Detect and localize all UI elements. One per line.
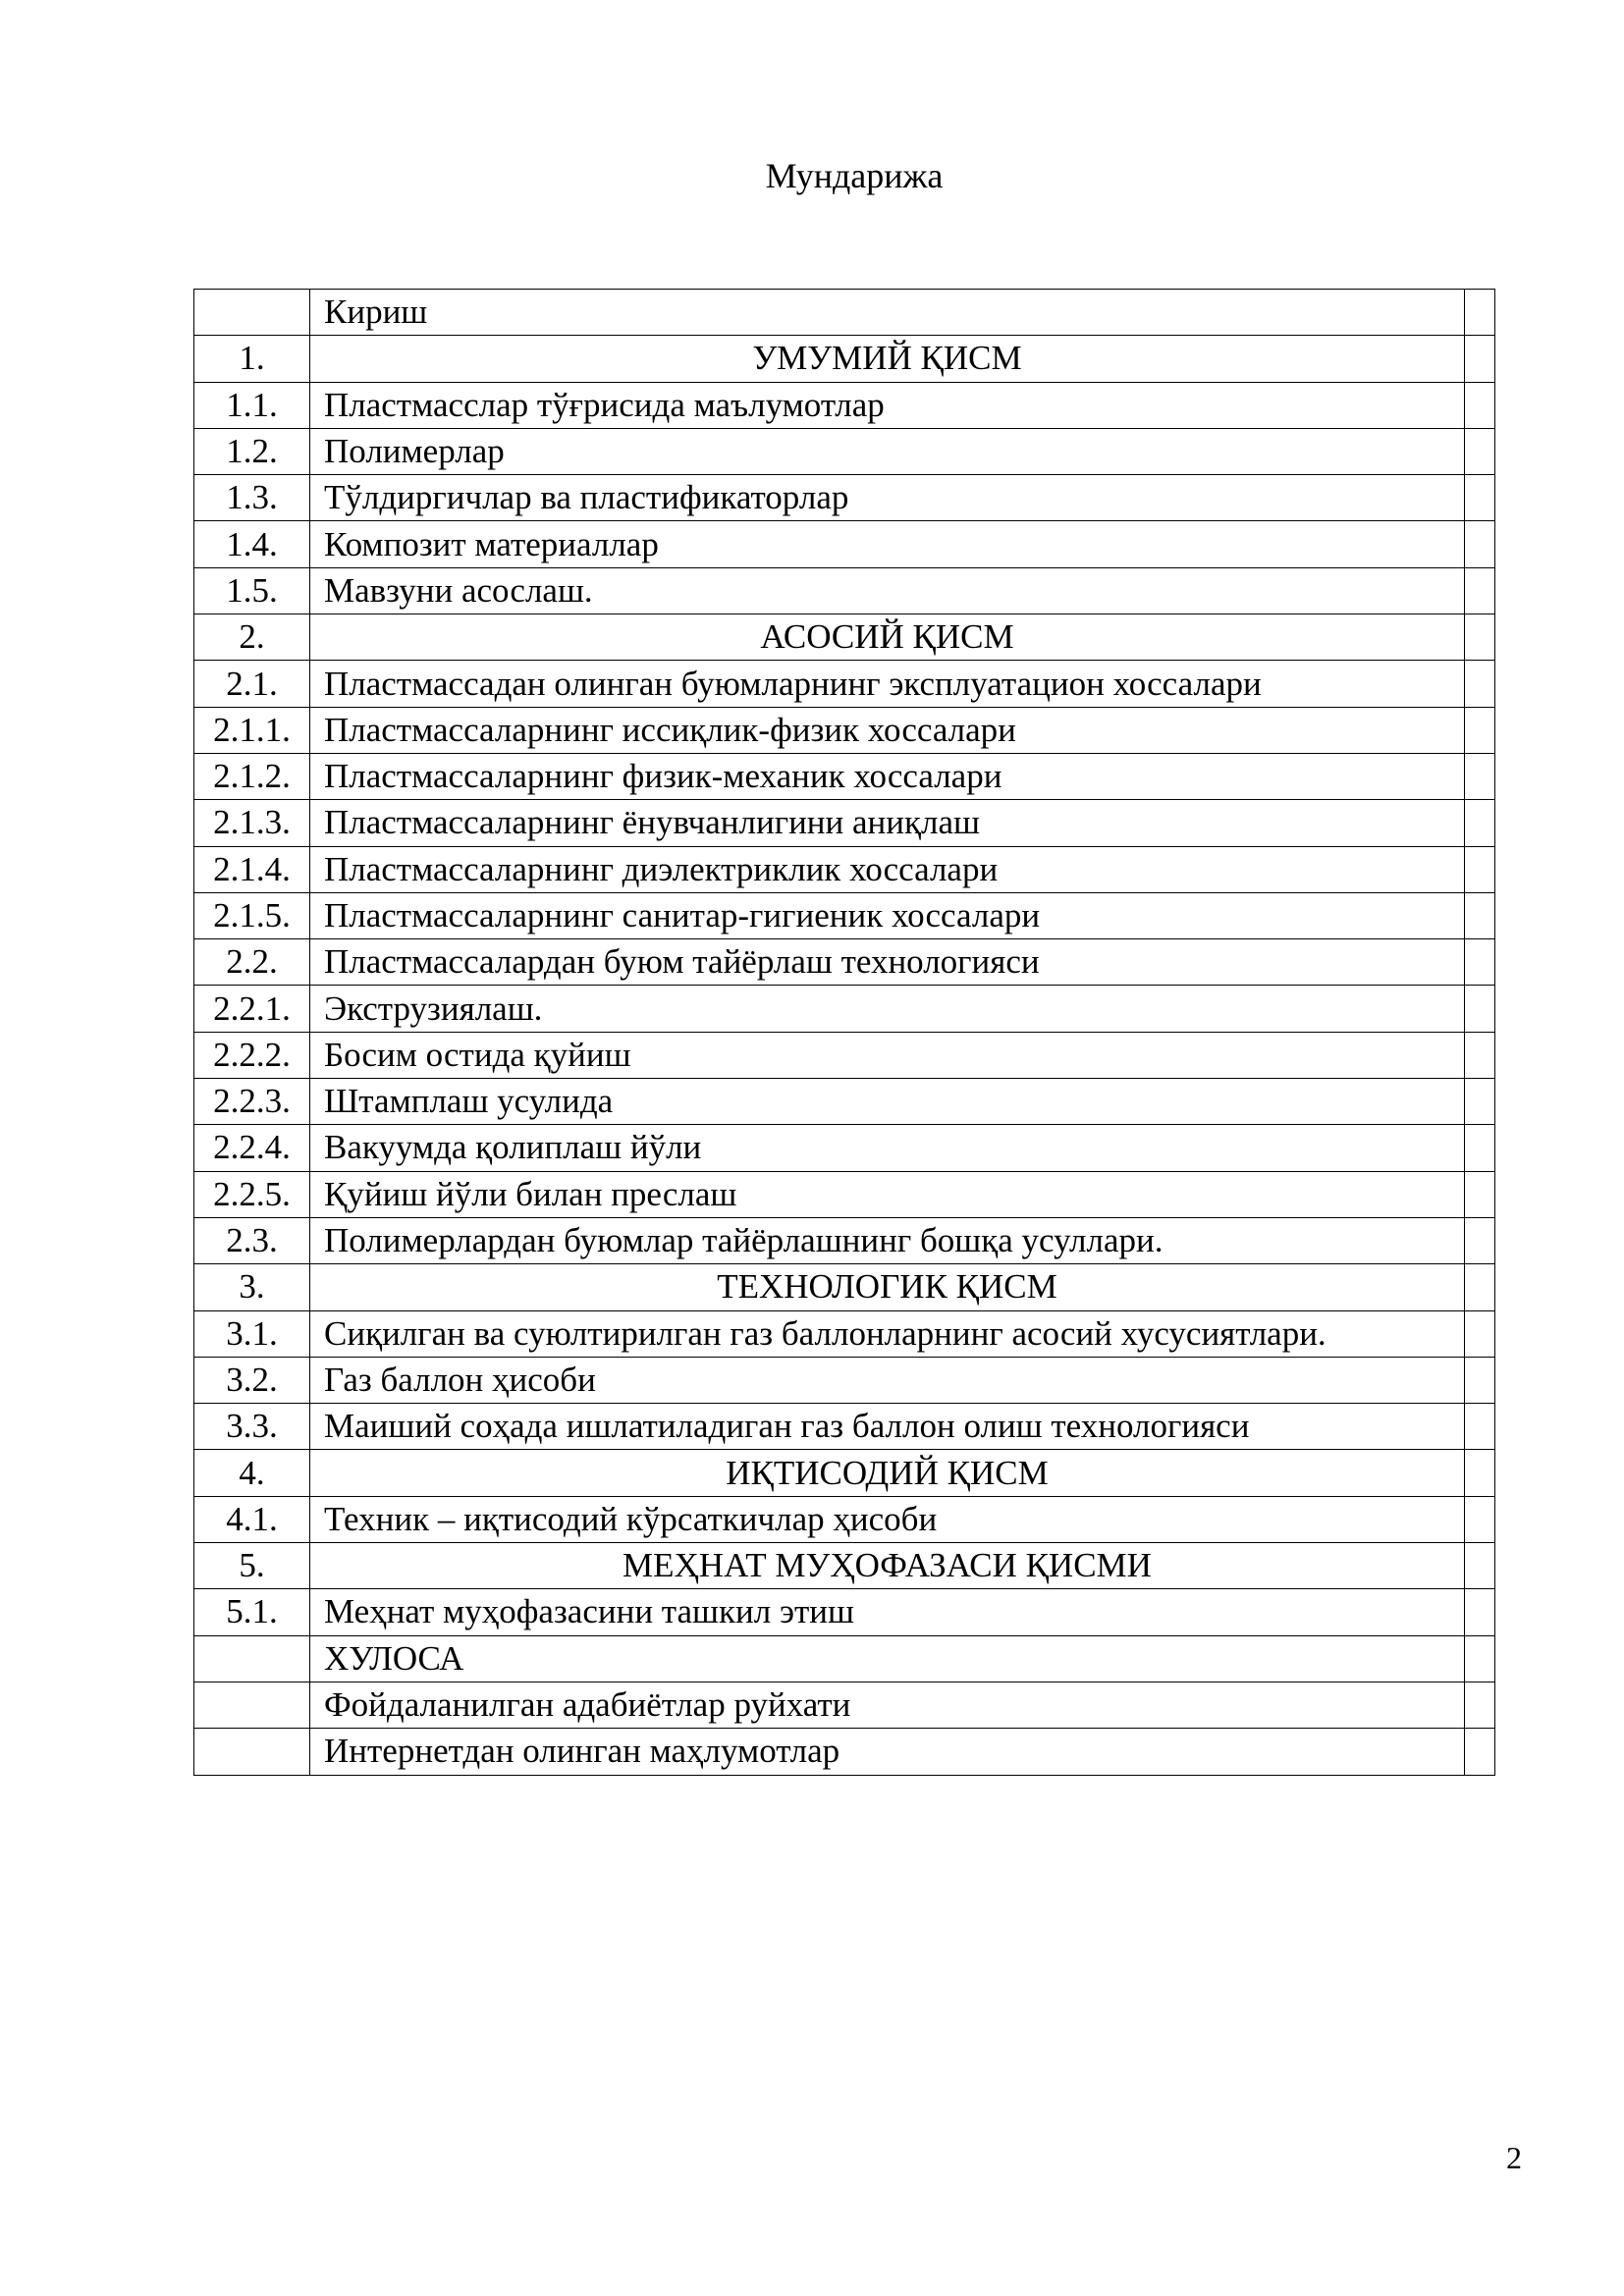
table-row (194, 1589, 1495, 1635)
section-number: 2.2.5. (194, 1171, 310, 1217)
page-ref-cell (1465, 1635, 1495, 1682)
section-heading: ТЕХНОЛОГИК ҚИСМ (310, 1264, 1465, 1310)
page-ref-cell (1465, 1032, 1495, 1078)
section-number: 2.1.3. (194, 800, 310, 846)
page-ref-cell (1465, 1357, 1495, 1403)
section-heading: МЕҲНАТ МУҲОФАЗАСИ ҚИСМИ (310, 1543, 1465, 1589)
section-heading: УМУМИЙ ҚИСМ (310, 336, 1465, 382)
page-ref-cell (1465, 1310, 1495, 1357)
section-title: Газ баллон ҳисоби (310, 1357, 1465, 1403)
table-row (194, 1310, 1495, 1357)
section-number: 2.2.1. (194, 986, 310, 1032)
section-title: Қуйиш йўли билан преслаш (310, 1171, 1465, 1217)
section-title: Техник – иқтисодий кўрсаткичлар ҳисоби (310, 1496, 1465, 1542)
section-title: ХУЛОСА (310, 1635, 1465, 1682)
section-number: 2.2.3. (194, 1079, 310, 1125)
section-number: 2.1.5. (194, 892, 310, 938)
section-number: 2.1.1. (194, 707, 310, 753)
section-number: 3.2. (194, 1357, 310, 1403)
section-number: 2.2.2. (194, 1032, 310, 1078)
section-title: Полимерлар (310, 428, 1465, 474)
toc-body (194, 290, 1495, 1776)
section-title: Фойдаланилган адабиётлар руйхати (310, 1682, 1465, 1728)
section-title: Босим остида қуйиш (310, 1032, 1465, 1078)
table-row (194, 892, 1495, 938)
page-ref-cell (1465, 800, 1495, 846)
page-ref-cell (1465, 1496, 1495, 1542)
table-row (194, 1729, 1495, 1775)
section-title: Полимерлардан буюмлар тайёрлашнинг бошқа усуллари. (310, 1217, 1465, 1263)
section-title: Кириш (310, 290, 1465, 336)
table-row (194, 1635, 1495, 1682)
section-number: 2.1. (194, 661, 310, 707)
table-row (194, 1543, 1495, 1589)
section-number: 3.3. (194, 1404, 310, 1450)
table-row (194, 1404, 1495, 1450)
section-title: Пластмассаларнинг санитар-гигиеник хоссалари (310, 892, 1465, 938)
table-of-contents (193, 289, 1495, 1776)
page-ref-cell (1465, 1404, 1495, 1450)
section-number: 3. (194, 1264, 310, 1310)
page-ref-cell (1465, 1264, 1495, 1310)
table-row (194, 1032, 1495, 1078)
section-number (194, 290, 310, 336)
page-ref-cell (1465, 707, 1495, 753)
table-row (194, 1264, 1495, 1310)
table-row (194, 475, 1495, 521)
table-row (194, 428, 1495, 474)
page-ref-cell (1465, 986, 1495, 1032)
section-title: Пластмассалардан буюм тайёрлаш технологияси (310, 939, 1465, 986)
section-number: 1.2. (194, 428, 310, 474)
page-ref-cell (1465, 1589, 1495, 1635)
section-number (194, 1682, 310, 1728)
table-row (194, 846, 1495, 892)
section-number: 1.1. (194, 382, 310, 428)
section-title: Маиший соҳада ишлатиладиган газ баллон олиш технологияси (310, 1404, 1465, 1450)
table-row (194, 939, 1495, 986)
table-row (194, 1217, 1495, 1263)
section-number: 2.2. (194, 939, 310, 986)
table-row (194, 800, 1495, 846)
page-ref-cell (1465, 614, 1495, 661)
section-title: Сиқилган ва суюлтирилган газ баллонларнинг асосий хусусиятлари. (310, 1310, 1465, 1357)
page-ref-cell (1465, 382, 1495, 428)
section-title: Пластмассаларнинг физик-механик хоссалари (310, 753, 1465, 799)
table-row (194, 567, 1495, 614)
page-ref-cell (1465, 290, 1495, 336)
table-row (194, 382, 1495, 428)
page-ref-cell (1465, 1682, 1495, 1728)
page-ref-cell (1465, 661, 1495, 707)
section-number (194, 1729, 310, 1775)
table-row (194, 661, 1495, 707)
table-row (194, 1682, 1495, 1728)
section-title: Вакуумда қолиплаш йўли (310, 1125, 1465, 1171)
section-heading: ИҚТИСОДИЙ ҚИСМ (310, 1450, 1465, 1496)
page-ref-cell (1465, 892, 1495, 938)
page-title: Мундарижа (765, 156, 944, 195)
section-title: Пластмасслар тўғрисида маълумотлар (310, 382, 1465, 428)
table-row (194, 753, 1495, 799)
section-number: 1.3. (194, 475, 310, 521)
page-ref-cell (1465, 1217, 1495, 1263)
page-ref-cell (1465, 753, 1495, 799)
section-heading: АСОСИЙ ҚИСМ (310, 614, 1465, 661)
section-number: 4. (194, 1450, 310, 1496)
table-row (194, 1496, 1495, 1542)
section-number: 2. (194, 614, 310, 661)
page-ref-cell (1465, 521, 1495, 567)
page-ref-cell (1465, 475, 1495, 521)
table-row (194, 1450, 1495, 1496)
section-title: Композит материаллар (310, 521, 1465, 567)
section-number: 4.1. (194, 1496, 310, 1542)
page-number: 2 (1506, 2140, 1522, 2175)
page-ref-cell (1465, 1450, 1495, 1496)
section-title: Штамплаш усулида (310, 1079, 1465, 1125)
section-number: 2.2.4. (194, 1125, 310, 1171)
table-row (194, 1171, 1495, 1217)
table-row (194, 986, 1495, 1032)
page-ref-cell (1465, 846, 1495, 892)
section-number: 2.3. (194, 1217, 310, 1263)
page-ref-cell (1465, 1543, 1495, 1589)
table-row (194, 1079, 1495, 1125)
page-ref-cell (1465, 939, 1495, 986)
section-title: Интернетдан олинган маҳлумотлар (310, 1729, 1465, 1775)
section-number: 5.1. (194, 1589, 310, 1635)
section-number: 1. (194, 336, 310, 382)
page-ref-cell (1465, 1729, 1495, 1775)
section-title: Пластмассадан олинган буюмларнинг эксплуатацион хоссалари (310, 661, 1465, 707)
table-row (194, 614, 1495, 661)
section-number: 2.1.2. (194, 753, 310, 799)
table-row (194, 290, 1495, 336)
section-title: Экструзиялаш. (310, 986, 1465, 1032)
section-title: Мавзуни асослаш. (310, 567, 1465, 614)
section-number: 5. (194, 1543, 310, 1589)
section-number: 3.1. (194, 1310, 310, 1357)
page-ref-cell (1465, 428, 1495, 474)
page-ref-cell (1465, 567, 1495, 614)
section-title: Пластмассаларнинг диэлектриклик хоссалари (310, 846, 1465, 892)
section-title: Пластмассаларнинг иссиқлик-физик хоссалари (310, 707, 1465, 753)
table-row (194, 1125, 1495, 1171)
page-ref-cell (1465, 1079, 1495, 1125)
section-number: 2.1.4. (194, 846, 310, 892)
page-ref-cell (1465, 336, 1495, 382)
table-row (194, 1357, 1495, 1403)
page-ref-cell (1465, 1171, 1495, 1217)
section-title: Меҳнат муҳофазасини ташкил этиш (310, 1589, 1465, 1635)
section-number (194, 1635, 310, 1682)
table-row (194, 707, 1495, 753)
table-row (194, 336, 1495, 382)
page-ref-cell (1465, 1125, 1495, 1171)
section-number: 1.4. (194, 521, 310, 567)
section-title: Пластмассаларнинг ёнувчанлигини аниқлаш (310, 800, 1465, 846)
table-row (194, 521, 1495, 567)
section-title: Тўлдиргичлар ва пластификаторлар (310, 475, 1465, 521)
section-number: 1.5. (194, 567, 310, 614)
